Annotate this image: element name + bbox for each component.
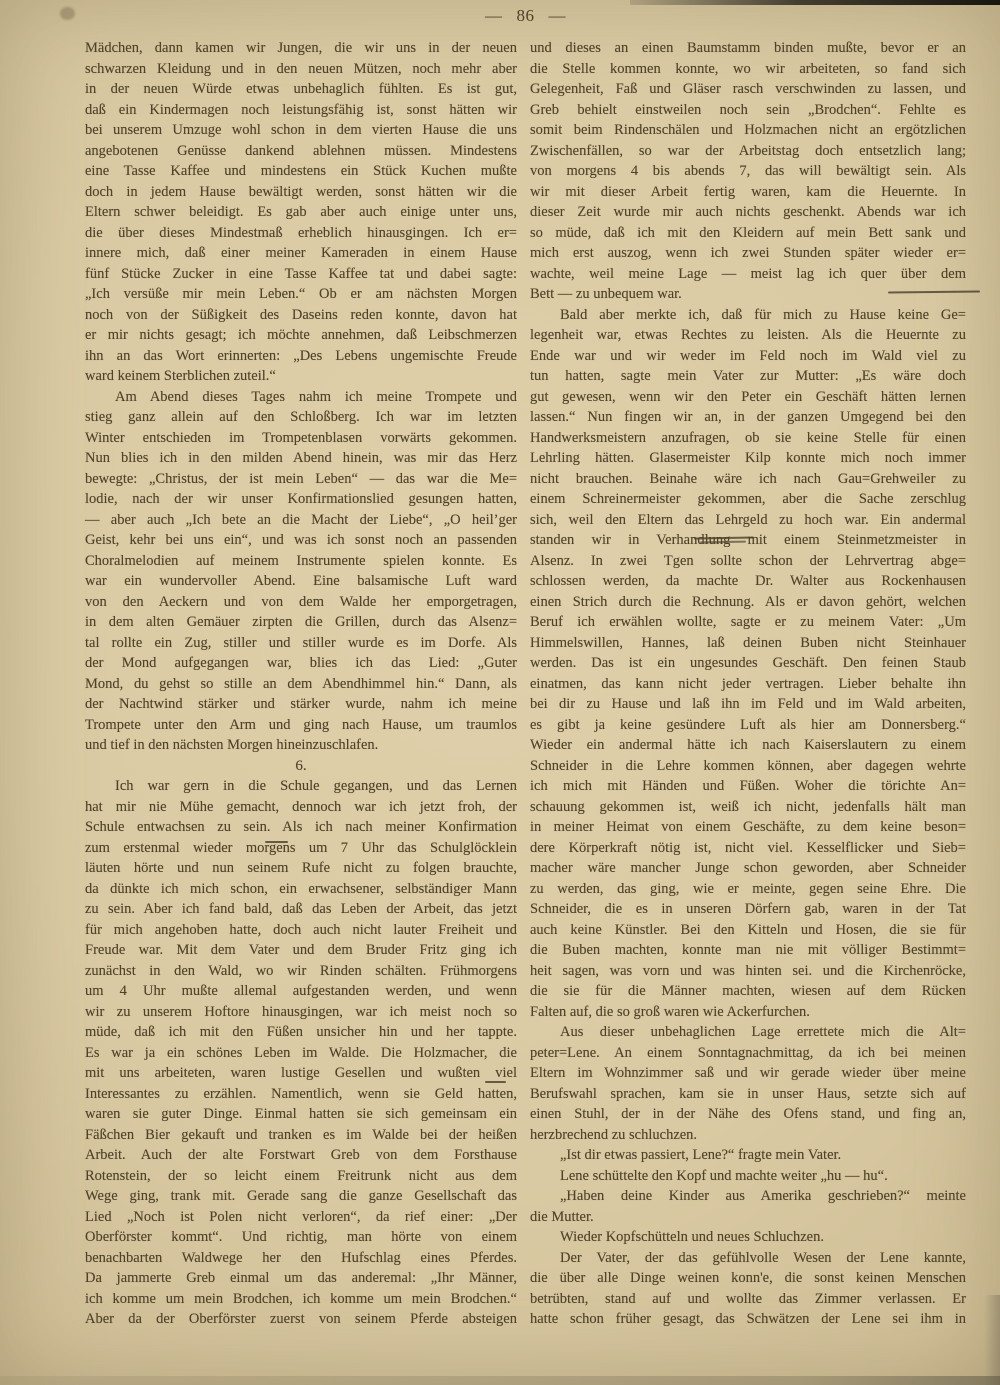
text-line: Geist, kehr bei uns ein“, und was ich sonst noch an passenden: [85, 532, 517, 548]
text-line: es gibt ja keine gesündere Luft als hier am Donnersberg.“: [530, 716, 966, 733]
scan-edge-corner: [984, 1295, 1000, 1385]
text-line: Es war ja ein schönes Leben im Walde. Die Holzmacher, die: [85, 1044, 517, 1061]
text-line: Schule entwachsen zu sein. Als ich nach meiner Konfirmation: [85, 819, 517, 835]
text-line: er mir nichts gesagt; ich möchte annehmen, daß Leibschmerzen: [85, 327, 517, 343]
text-line: ich komme um mein Brodchen, ich komme um mein Brodchen.“: [85, 1290, 517, 1307]
left-text-column: [85, 38, 517, 1330]
text-line: zum erstenmal wieder morgens um 7 Uhr das Schulglöcklein: [85, 839, 517, 856]
text-line: schlossen werden, da machte Dr. Walter aus Rockenhausen: [530, 573, 966, 589]
text-line: Schneider in die Lehre kommen können, aber dagegen wehrte: [530, 757, 966, 774]
text-line: sich, weil den Eltern das Lehrgeld zu hoch war. Ein andermal: [530, 511, 966, 528]
text-line: Der Vater, der das gefühlvolle Wesen der Lene kannte,: [560, 1249, 966, 1266]
ink-smudge: [60, 7, 75, 20]
text-line: Interessantes zu erzählen. Namentlich, wenn sie Geld hatten,: [85, 1085, 517, 1102]
text-line: Berufswahl sprachen, kam sie in unser Haus, setzte sich auf: [530, 1085, 966, 1102]
text-line: ward keinem Sterblichen zuteil.“: [85, 368, 276, 384]
text-line: nicht brauchen. Beinahe wäre ich nach Gau=Grehweiler zu: [530, 470, 966, 487]
text-line: zunächst in den Wald, wo wir Rinden schälten. Frühmorgens: [85, 962, 517, 979]
text-line: schwarzen Kleidung und in den neuen Mützen, noch mehr aber: [85, 60, 517, 77]
text-line: der Mond aufgegangen war, blies ich das Lied: „Guter: [85, 655, 517, 671]
text-line: macher wäre mancher Junge schon geworden, aber Schneider: [530, 860, 966, 876]
text-line: ich mich mit Händen und Füßen. Woher die törichte An=: [530, 778, 966, 794]
text-line: einen Stuhl, der in der Nähe des Ofens stand, und fing an,: [530, 1106, 966, 1122]
text-line: hat mir nie Mühe gemacht, dennoch war ich jetzt froh, der: [85, 798, 517, 815]
text-line: bei dir zu Hause und laß ihn im Feld und im Wald arbeiten,: [530, 696, 966, 712]
text-line: daß ein Kindermagen noch leistungsfähig ist, sonst hätten wir: [85, 101, 517, 118]
text-line: mit uns arbeiteten, waren lustige Gesellen und wußten viel: [85, 1065, 517, 1081]
text-line: die über dieses Mindestmaß erheblich hinausgingen. Ich er=: [85, 224, 517, 241]
text-line: tal rollte ein Zug, stiller und stiller wurde es im Dorfe. Als: [85, 634, 517, 651]
text-line: Aber da der Oberförster zuerst von seinem Pferde absteigen: [85, 1311, 517, 1327]
text-line: war ein wundervoller Abend. Eine balsamische Luft ward: [85, 573, 517, 589]
text-line: werden. Das ist ein ungesundes Geschäft. Den feinen Staub: [530, 655, 966, 671]
text-line: peter=Lene. An einem Sonntagnachmittag, da ich bei meinen: [530, 1044, 966, 1061]
text-line: „Ist dir etwas passiert, Lene?“ fragte mein Vater.: [560, 1147, 842, 1163]
text-line: auch keine Künstler. Bei den Kitteln und Hosen, die sie für: [530, 921, 966, 938]
text-line: — aber auch „Ich bete an die Macht der Liebe“, „O heil’ger: [85, 511, 517, 528]
text-line: legenheit war, etwas Rechtes zu leisten. Als die Heuernte zu: [530, 327, 966, 343]
text-line: Bald aber merkte ich, daß für mich zu Hause keine Ge=: [560, 306, 966, 323]
text-line: die sie für die Männer machten, wiesen auf dem Rücken: [530, 983, 966, 999]
text-line: einatmen, das kann nicht jeder vertragen. Lieber behalte ihn: [530, 675, 966, 692]
text-line: die Mutter.: [530, 1208, 594, 1225]
page-header: [85, 6, 966, 26]
text-line: die über alle Dinge weinen konn'e, die sonst keinen Menschen: [530, 1270, 966, 1286]
scan-edge-top: [630, 0, 1000, 5]
text-line: Mond, du gehst so stille an dem Abendhimmel hin.“ Dann, als: [85, 675, 517, 692]
text-line: und dieses an einen Baumstamm binden mußte, bevor er an: [530, 40, 966, 56]
text-line: Wieder ein andermal hätte ich nach Kaiserslautern zu einem: [530, 737, 966, 753]
text-line: dere Körperkraft nötig ist, nicht viel. Kesselflicker und Sieb=: [530, 839, 966, 856]
text-line: Trompete unter den Arm und ging nach Hause, um traumlos: [85, 716, 517, 733]
text-line: betrübten, stand auf und wollte das Zimmer verlassen. Er: [530, 1290, 966, 1307]
text-line: Aus dieser unbehaglichen Lage errettete mich die Alt=: [560, 1024, 966, 1040]
text-line: Bett — zu unbequem war.: [530, 286, 682, 302]
text-line: Rotenstein, der so leicht einem Freitrunk nicht aus dem: [85, 1167, 517, 1184]
text-line: Eltern schwer beleidigt. Es gab aber auch einige unter uns,: [85, 204, 517, 220]
text-line: Lene schüttelte den Kopf und machte weiter „hu — hu“.: [560, 1167, 888, 1184]
text-line: herzbrechend zu schluchzen.: [530, 1126, 698, 1143]
text-line: Choralmelodien auf meinem Instrumente spielen konnte. Es: [85, 552, 517, 569]
text-line: die Buben machten, konnte man nie mit völliger Bestimmt=: [530, 942, 966, 958]
text-line: Mädchen, dann kamen wir Jungen, die wir uns in der neuen: [85, 40, 517, 56]
text-line: „Haben deine Kinder aus Amerika geschrieben?“ meinte: [560, 1188, 966, 1204]
text-line: bei unserem Umzuge wohl schon in dem vierten Hause die uns: [85, 122, 517, 138]
text-line: und tief in den nächsten Morgen hineinzuschlafen.: [85, 737, 379, 753]
text-line: Alsenz. In zwei Tgen sollte schon der Lehrvertrag abge=: [530, 552, 966, 569]
text-line: Ende war und wir weder im Feld noch im Wald viel zu: [530, 347, 966, 364]
text-line: so müde, daß ich mit den Kleidern auf mein Bett sank und: [530, 224, 966, 241]
text-line: ihn an das Wort erinnerten: „Des Lebens ungemischte Freude: [85, 347, 517, 364]
text-line: einem Schreinermeister gekommen, aber die Sache zerschlug: [530, 491, 966, 507]
text-line: standen wir in Verhandlung mit einem Steinmetzmeister in: [530, 532, 966, 548]
text-line: Am Abend dieses Tages nahm ich meine Trompete und: [115, 388, 517, 405]
text-line: Da jammerte Greb einmal um das anderemal: „Ihr Männer,: [85, 1270, 517, 1286]
text-line: Oberförster kommt“. Und richtig, man hörte von einem: [85, 1229, 517, 1245]
text-line: mich erst auszog, wenn ich zwei Stunden später wieder er=: [530, 245, 966, 261]
text-line: Schneider, die es in unseren Dörfern gab, waren in der Tat: [530, 901, 966, 917]
text-line: lassen.“ Nun fingen wir an, in der ganzen Umgegend bei den: [530, 409, 966, 425]
text-line: wir mit dieser Arbeit fertig waren, kam die Heuernte. In: [530, 183, 966, 200]
text-line: müde, daß ich mit den Füßen unsicher hin und her tappte.: [85, 1024, 517, 1040]
text-line: in dem alten Gemäuer zirpten die Grillen, durch das Alsenz=: [85, 614, 517, 630]
text-line: zu sein. Aber ich fand bald, daß das Leben der Arbeit, das jetzt: [85, 901, 517, 917]
text-line: in meiner Heimat von einem Geschäfte, zu dem keine beson=: [530, 819, 966, 835]
text-line: stieg ganz allein auf den Schloßberg. Ich war im letzten: [85, 409, 517, 425]
text-line: hatte schon früher gesagt, das Schwätzen der Lene sei ihm in: [530, 1311, 966, 1327]
text-line: Eltern im Wohnzimmer saß und wir gerade wieder über meine: [530, 1065, 966, 1081]
text-line: somit beim Rindenschälen und Holzmachen nicht an ergötzlichen: [530, 122, 966, 138]
text-line: in der neuen Würde etwas unbehaglich fühlten. Es ist gut,: [85, 81, 517, 97]
text-line: Handwerksmeistern anzufragen, ob sie keine Stelle für einen: [530, 429, 966, 446]
text-line: Falten auf, die so groß waren wie Ackerfurchen.: [530, 1003, 810, 1020]
text-line: Arbeit. Auch der alte Forstwart Greb von dem Forsthause: [85, 1147, 517, 1163]
text-line: noch von der Süßigkeit des Daseins reden konnte, davon hat: [85, 306, 517, 323]
text-line: Himmelswillen, Hannes, laß deinen Buben nicht Steinhauer: [530, 634, 966, 651]
text-line: eine Tasse Kaffee und mindestens ein Stück Kuchen mußte: [85, 163, 517, 179]
text-line: tun hatten, sagte mein Vater zur Mutter: „Es wäre doch: [530, 368, 966, 384]
text-line: schauung gekommen ist, weiß ich nicht, jedenfalls hält man: [530, 798, 966, 815]
text-line: Nun blies ich in den milden Abend hinein, was mir das Herz: [85, 450, 517, 466]
page-number: 86: [516, 6, 535, 25]
text-line: waren sie guter Dinge. Einmal hatten sie sich gemeinsam ein: [85, 1106, 517, 1122]
text-line: Zwischenfällen, so war der Arbeitstag doch entsetzlich lang;: [530, 142, 966, 159]
text-line: angebotenen Genüsse dankend ablehnen müssen. Mindestens: [85, 142, 517, 159]
text-line: dieser Zeit wurde mir auch nichts geschenkt. Abends war ich: [530, 204, 966, 220]
text-line: von den Aeckern und von dem Walde her emporgetragen,: [85, 593, 517, 610]
right-text-column: [530, 38, 966, 1330]
text-line: wachte, weil meine Lage — meist lag ich quer über dem: [530, 265, 966, 282]
text-line: da dünkte ich mich schon, ein erwachsener, selbständiger Mann: [85, 880, 517, 897]
text-line: Ich war gern in die Schule gegangen, und das Lernen: [115, 778, 517, 794]
scan-edge-bottom: [0, 1376, 1000, 1385]
text-line: Freude war. Mit dem Vater und dem Bruder Fritz ging ich: [85, 942, 517, 958]
text-line: bewegte: „Christus, der ist mein Leben“ — das war die Me=: [85, 470, 517, 487]
text-line: um 4 Uhr mußte allemal aufgestanden werden, und wenn: [85, 983, 517, 999]
text-line: innere mich, daß einer meiner Kameraden in einem Hause: [85, 245, 517, 261]
text-line: Gelegenheit, Faß und Gläser rasch verschwinden zu lassen, und: [530, 81, 966, 97]
text-line: für mich angehoben hatte, doch auch nicht lauter Freiheit und: [85, 921, 517, 938]
text-line: der Nachtwind stärker und stärker wurde, nahm ich meine: [85, 696, 517, 712]
text-line: lodie, nach der wir unser Konfirmationslied gesungen hatten,: [85, 491, 517, 507]
text-line: fünf Stücke Zucker in eine Tasse Kaffee tat und dabei sagte:: [85, 265, 517, 282]
text-line: „Ich versüße mir mein Leben.“ Ob er am nächsten Morgen: [85, 286, 517, 302]
section-heading: 6.: [295, 757, 307, 774]
text-line: einen Strich durch die Rechnung. Als er davon gehört, welchen: [530, 593, 966, 610]
text-line: Wege ging, trank mit. Gerade sang die ganze Gesellschaft das: [85, 1188, 517, 1204]
text-line: Beruf ich erwählen wollte, sagte er zu meinem Vater: „Um: [530, 614, 966, 630]
text-line: die Stelle kommen konnte, wo wir arbeiteten, so fand sich: [530, 60, 966, 77]
text-line: läuten hörte und nun seinem Rufe nicht zu folgen brauchte,: [85, 860, 517, 876]
text-line: wir zu unserem Hoftore hinausgingen, war ich meist noch so: [85, 1003, 517, 1020]
text-line: von morgens 4 bis abends 7, das will bewältigt sein. Als: [530, 163, 966, 179]
header-dash-left: —: [485, 6, 503, 25]
text-line: Greb behielt einstweilen noch sein „Brodchen“. Fehlte es: [530, 101, 966, 118]
text-line: benachbarten Waldwege her den Hufschlag eines Pferdes.: [85, 1249, 517, 1266]
text-line: zu werden, das ging, wie er meinte, gegen seine Ehre. Die: [530, 880, 966, 897]
text-line: Lied „Noch ist Polen nicht verloren“, da rief einer: „Der: [85, 1208, 517, 1225]
text-line: Wieder Kopfschütteln und neues Schluchzen.: [560, 1229, 824, 1245]
text-line: Winter entschieden im Trompetenblasen vorwärts gekommen.: [85, 429, 517, 446]
text-line: doch in jedem Hause bewältigt werden, sonst hätten wir die: [85, 183, 517, 200]
text-line: Lehrling hätten. Glasermeister Kilp konnte mich noch immer: [530, 450, 966, 466]
header-dash-right: —: [548, 6, 566, 25]
text-line: Fäßchen Bier gekauft und tranken es im Walde bei der heißen: [85, 1126, 517, 1143]
text-line: heit sagen, was vorn und was hinten sei. und die Kirchenröcke,: [530, 962, 966, 979]
text-line: gut gewesen, wenn wir den Peter ein Geschäft hätten lernen: [530, 388, 966, 405]
